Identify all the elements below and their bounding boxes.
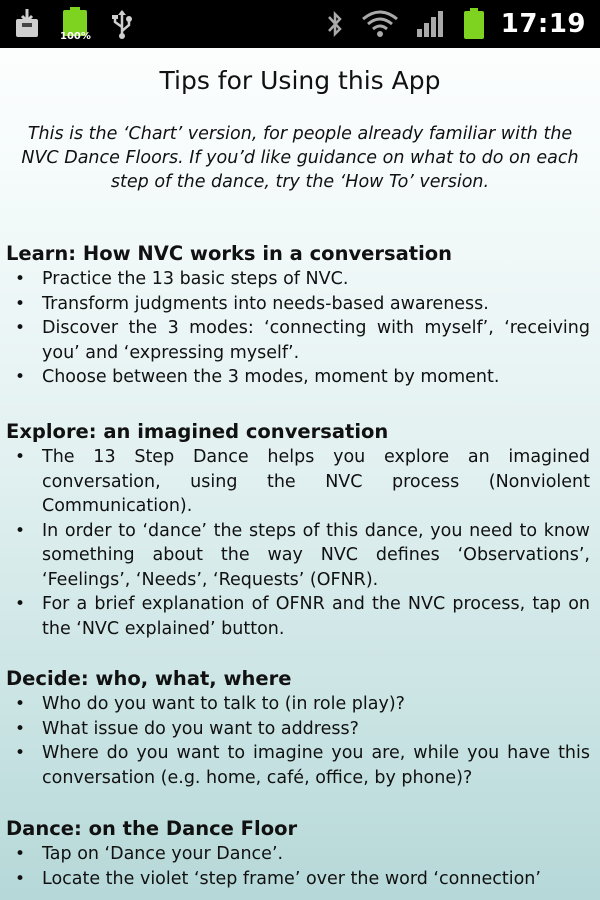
- bullet-list: [6, 692, 590, 790]
- download-icon: [14, 9, 40, 39]
- signal-icon: [415, 9, 447, 39]
- intro-text: This is the ‘Chart’ version, for people already familiar with the NVC Dance Floors. If you’d like guidance on what to do on each step of the dance, try the ‘How To’ version.: [21, 124, 579, 192]
- list-item: • Tap on ‘Dance your Dance’.: [6, 842, 590, 867]
- bluetooth-icon: [325, 9, 345, 39]
- section-dance: [6, 816, 590, 891]
- status-bar-right: [325, 6, 586, 42]
- battery-percent-label: 100%: [60, 31, 91, 42]
- list-item: • The 13 Step Dance helps you explore an imagined conversation, using the NVC process (Nonviolent Communication).: [14, 447, 590, 516]
- list-item: • Locate the violet ‘step frame’ over the word ‘connection’: [6, 867, 590, 892]
- list-item: • Where do you want to imagine you are, while you have this conversation (e.g. home, café, office, by phone)?: [14, 743, 590, 788]
- battery-icon: [60, 6, 90, 42]
- section-heading: Learn: How NVC works in a conversation: [6, 242, 453, 265]
- bullet-list: [6, 842, 590, 891]
- clock: 17:19: [500, 9, 586, 39]
- bullet-list: [6, 267, 590, 390]
- list-item: • For a brief explanation of OFNR and the NVC process, tap on the ‘NVC explained’ button.: [14, 594, 590, 639]
- section-decide: [6, 666, 590, 790]
- bullet-list: [6, 445, 590, 641]
- list-item: • Discover the 3 modes: ‘connecting with myself’, ‘receiving you’ and ‘expressing myself’.: [14, 318, 590, 363]
- section-heading: Decide: who, what, where: [6, 667, 292, 690]
- bullet-dot: •: [14, 694, 26, 714]
- section-heading: Dance: on the Dance Floor: [6, 817, 298, 840]
- status-bar-left: [14, 6, 134, 42]
- bullet-dot: •: [14, 844, 26, 864]
- usb-icon: [110, 9, 134, 39]
- bullet-dot: •: [14, 520, 26, 541]
- page-title: Tips for Using this App: [159, 66, 441, 95]
- section-explore: [6, 419, 590, 641]
- bullet-dot: •: [14, 293, 26, 314]
- bullet-dot: •: [14, 318, 26, 338]
- bullet-dot: •: [14, 447, 26, 467]
- bullet-dot: •: [14, 718, 26, 739]
- battery-icon: [463, 8, 485, 40]
- section-heading: Explore: an imagined conversation: [6, 420, 389, 443]
- list-item: • Choose between the 3 modes, moment by moment.: [6, 365, 590, 390]
- list-item: • Practice the 13 basic steps of NVC.: [6, 267, 590, 292]
- section-learn: [6, 241, 590, 390]
- tips-content[interactable]: [0, 48, 600, 900]
- bullet-dot: •: [14, 743, 26, 763]
- bullet-dot: •: [14, 594, 26, 614]
- status-bar: [0, 0, 600, 48]
- list-item: • What issue do you want to address?: [6, 717, 590, 742]
- list-item: • In order to ‘dance’ the steps of this dance, you need to know something about the way NVC defines ‘Observations’, ‘Feelings’, ‘Needs’, ‘Requests’ (OFNR).: [14, 520, 590, 590]
- bullet-dot: •: [14, 868, 26, 889]
- list-item: • Transform judgments into needs-based awareness.: [6, 292, 590, 317]
- bullet-dot: •: [14, 367, 26, 387]
- list-item: • Who do you want to talk to (in role play)?: [6, 692, 590, 717]
- bullet-dot: •: [14, 269, 26, 289]
- wifi-icon: [361, 9, 399, 39]
